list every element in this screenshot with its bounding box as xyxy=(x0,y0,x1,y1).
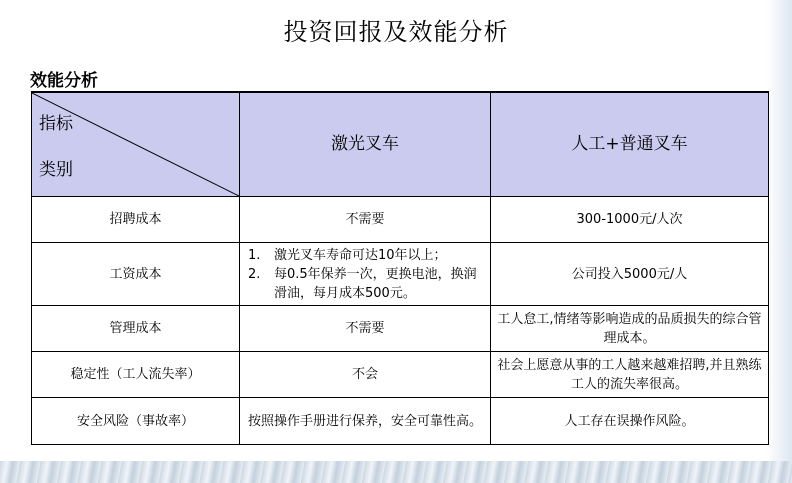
row-label: 工资成本 xyxy=(32,243,240,306)
row-label: 管理成本 xyxy=(32,306,240,352)
section-heading: 效能分析 xyxy=(30,71,98,91)
decorative-side-strip xyxy=(766,0,792,483)
row-label: 招聘成本 xyxy=(32,197,240,243)
decorative-bottom-band xyxy=(0,461,792,483)
laser-cell: 按照操作手册进行保养，安全可靠性高。 xyxy=(240,398,491,445)
manual-cell: 公司投入5000元/人 xyxy=(491,243,769,306)
manual-cell: 社会上愿意从事的工人越来越难招聘,并且熟练工人的流失率很高。 xyxy=(491,352,769,398)
laser-cell: 不会 xyxy=(240,352,491,398)
table-row xyxy=(32,398,769,445)
corner-label-category: 类别 xyxy=(39,160,73,180)
laser-cell xyxy=(240,243,491,306)
row-label: 安全风险（事故率） xyxy=(32,398,240,445)
table-row xyxy=(32,243,769,306)
table-row xyxy=(32,352,769,398)
laser-cell: 不需要 xyxy=(240,306,491,352)
slide-title: 投资回报及效能分析 xyxy=(283,18,509,46)
table-row xyxy=(32,306,769,352)
table-row xyxy=(32,197,769,243)
diagonal-divider xyxy=(32,93,239,196)
row-label: 稳定性（工人流失率） xyxy=(32,352,240,398)
column-header-laser-forklift: 激光叉车 xyxy=(240,92,491,197)
table-header-row xyxy=(32,92,769,197)
column-header-manual-forklift: 人工+普通叉车 xyxy=(491,92,769,197)
list-item: 激光叉车寿命可达10年以上； xyxy=(274,247,447,263)
efficiency-table xyxy=(31,91,769,445)
table-corner-cell xyxy=(32,92,240,197)
list-item: 每0.5年保养一次，更换电池，换润滑油，每月成本500元。 xyxy=(274,266,477,301)
manual-cell: 300-1000元/人次 xyxy=(491,197,769,243)
manual-cell: 人工存在误操作风险。 xyxy=(491,398,769,445)
laser-cell: 不需要 xyxy=(240,197,491,243)
manual-cell: 工人怠工,情绪等影响造成的品质损失的综合管理成本。 xyxy=(491,306,769,352)
laser-cell-list xyxy=(246,246,484,303)
corner-label-indicator: 指标 xyxy=(39,114,73,134)
